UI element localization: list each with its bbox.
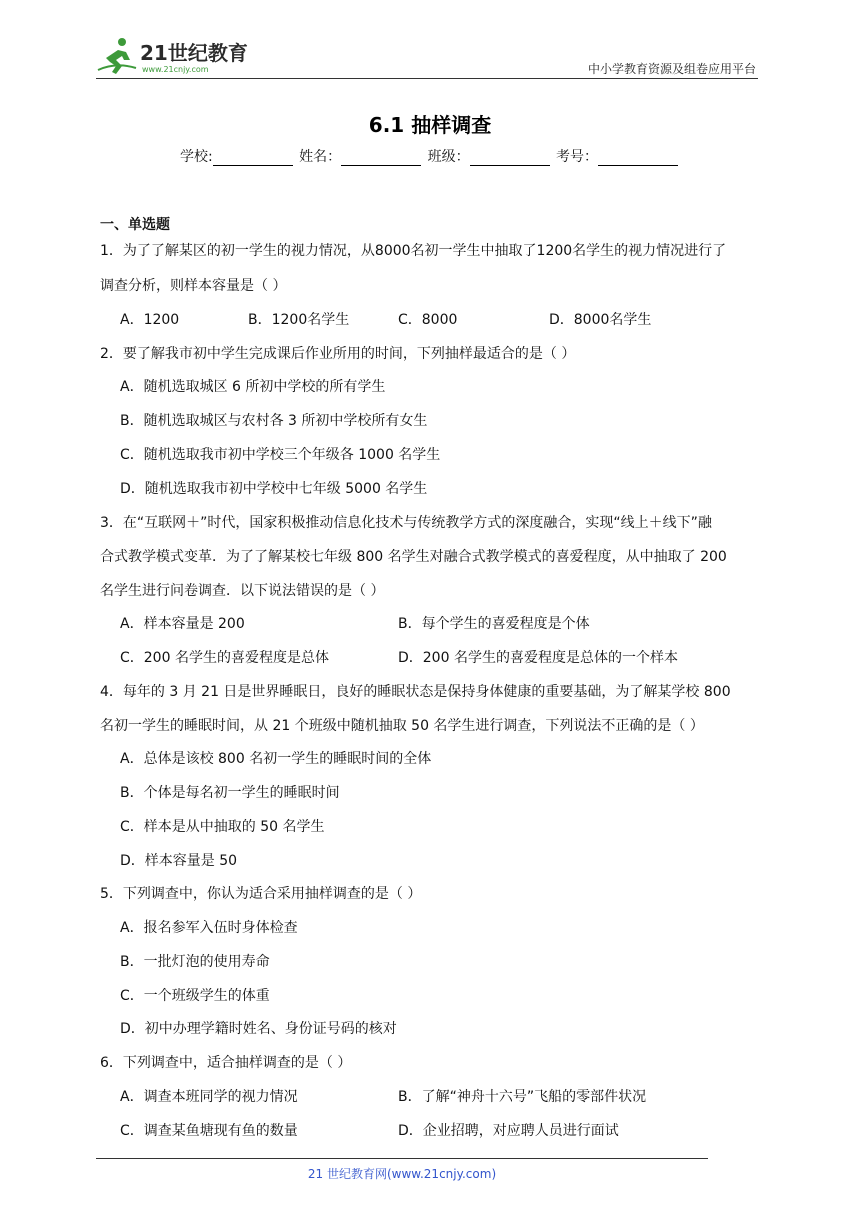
- q3-option-c[interactable]: C．200 名学生的喜爱程度是总体: [120, 650, 329, 666]
- q4-option-a[interactable]: A．总体是该校 800 名初一学生的睡眠时间的全体: [120, 751, 432, 767]
- runner-icon: [98, 38, 136, 74]
- q5-option-b[interactable]: B．一批灯泡的使用寿命: [120, 954, 270, 970]
- q6-option-d[interactable]: D．企业招聘，对应聘人员进行面试: [398, 1123, 619, 1139]
- name-blank[interactable]: [341, 151, 421, 166]
- section-heading: 一、单选题: [100, 217, 170, 233]
- exam-no-blank[interactable]: [598, 151, 678, 166]
- question-4-line-2: 名初一学生的睡眠时间，从 21 个班级中随机抽取 50 名学生进行调查，下列说法不正确的是（ ）: [100, 718, 704, 734]
- question-2-line-1: 2．要了解我市初中学生完成课后作业所用的时间，下列抽样最适合的是（ ）: [100, 346, 576, 362]
- page-header: [96, 30, 756, 78]
- q3-option-a[interactable]: A．样本容量是 200: [120, 616, 245, 632]
- q4-option-b[interactable]: B．个体是每名初一学生的睡眠时间: [120, 785, 340, 801]
- q6-option-a[interactable]: A．调查本班同学的视力情况: [120, 1089, 298, 1105]
- q1-option-b[interactable]: B．1200名学生: [248, 312, 350, 328]
- q5-option-d[interactable]: D．初中办理学籍时姓名、身份证号码的核对: [120, 1021, 397, 1037]
- q2-option-d[interactable]: D．随机选取我市初中学校中七年级 5000 名学生: [120, 481, 428, 497]
- q2-option-a[interactable]: A．随机选取城区 6 所初中学校的所有学生: [120, 379, 386, 395]
- q1-option-a[interactable]: A．1200: [120, 312, 180, 328]
- svg-text:21世纪教育: 21世纪教育: [140, 41, 248, 65]
- footer-divider: [96, 1158, 708, 1159]
- question-3-line-2: 合式教学模式变革．为了了解某校七年级 800 名学生对融合式教学模式的喜爱程度，从中抽取了 200: [100, 549, 727, 565]
- school-blank[interactable]: [213, 151, 293, 166]
- q4-option-c[interactable]: C．样本是从中抽取的 50 名学生: [120, 819, 325, 835]
- class-blank[interactable]: [470, 151, 550, 166]
- footer-link[interactable]: 21 世纪教育网(www.21cnjy.com): [307, 1167, 497, 1181]
- q3-option-b[interactable]: B．每个学生的喜爱程度是个体: [398, 616, 590, 632]
- question-3-line-3: 名学生进行问卷调查．以下说法错误的是（ ）: [100, 583, 385, 599]
- q6-option-c[interactable]: C．调查某鱼塘现有鱼的数量: [120, 1123, 298, 1139]
- question-1-line-2: 调查分析，则样本容量是（ ）: [100, 278, 287, 294]
- q1-option-d[interactable]: D．8000名学生: [549, 312, 652, 328]
- class-label: 班级：: [427, 149, 470, 165]
- question-5-line-1: 5．下列调查中，你认为适合采用抽样调查的是（ ）: [100, 886, 422, 902]
- page-title: 6.1 抽样调查: [368, 113, 492, 137]
- question-3-line-1: 3．在“互联网＋”时代，国家积极推动信息化技术与传统教学方式的深度融合，实现“线上＋线下”融: [100, 515, 712, 531]
- question-1-line-1: 1．为了了解某区的初一学生的视力情况，从8000名初一学生中抽取了1200名学生的视力情况进行了: [100, 243, 727, 259]
- q5-option-c[interactable]: C．一个班级学生的体重: [120, 988, 270, 1004]
- q2-option-b[interactable]: B．随机选取城区与农村各 3 所初中学校所有女生: [120, 413, 428, 429]
- question-6-line-1: 6．下列调查中，适合抽样调查的是（ ）: [100, 1055, 352, 1071]
- q5-option-a[interactable]: A．报名参军入伍时身体检查: [120, 920, 298, 936]
- svg-text:www.21cnjy.com: www.21cnjy.com: [142, 65, 209, 74]
- name-label: 姓名：: [299, 149, 342, 165]
- header-divider: [96, 78, 758, 79]
- question-4-line-1: 4．每年的 3 月 21 日是世界睡眠日，良好的睡眠状态是保持身体健康的重要基础，为了解某学校 800: [100, 684, 731, 700]
- q6-option-b[interactable]: B．了解“神舟十六号”飞船的零部件状况: [398, 1089, 647, 1105]
- site-logo: [96, 36, 266, 76]
- q3-option-d[interactable]: D．200 名学生的喜爱程度是总体的一个样本: [398, 650, 678, 666]
- student-info-line: [0, 146, 860, 166]
- exam-no-label: 考号：: [556, 149, 599, 165]
- q1-option-c[interactable]: C．8000: [398, 312, 458, 328]
- q2-option-c[interactable]: C．随机选取我市初中学校三个年级各 1000 名学生: [120, 447, 441, 463]
- school-label: 学校:: [179, 149, 213, 165]
- q4-option-d[interactable]: D．样本容量是 50: [120, 853, 238, 869]
- platform-name: 中小学教育资源及组卷应用平台: [587, 62, 756, 76]
